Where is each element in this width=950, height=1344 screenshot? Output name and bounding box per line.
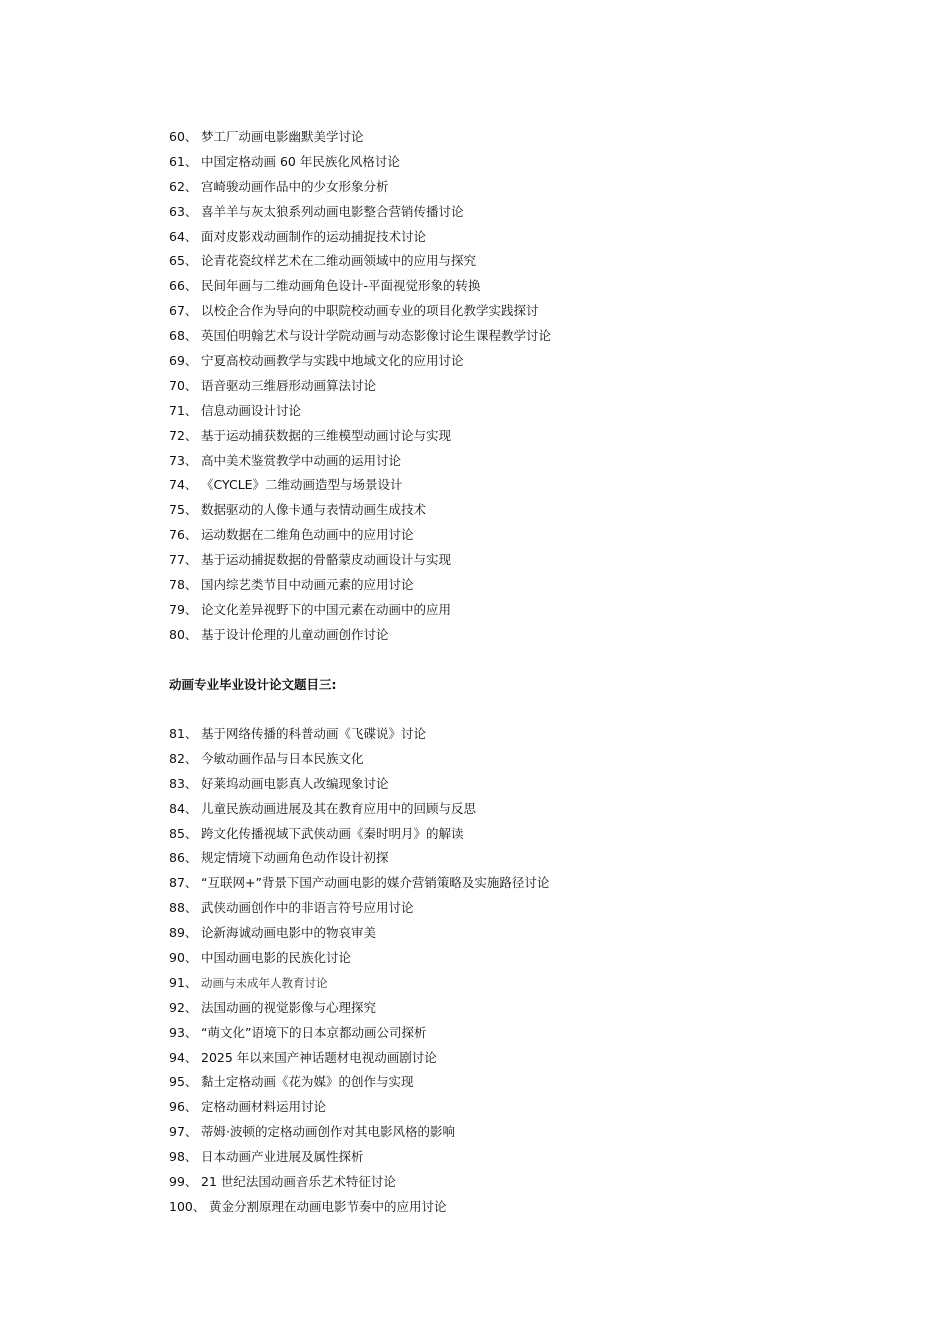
list-item — [169, 1046, 869, 1071]
item-title: 宫崎骏动画作品中的少女形象分析 — [201, 178, 389, 194]
item-number: 98、 — [169, 1149, 198, 1165]
item-title: 黄金分割原理在动画电影节奏中的应用讨论 — [209, 1198, 447, 1214]
list-item — [169, 971, 869, 996]
item-title: 好莱坞动画电影真人改编现象讨论 — [201, 775, 389, 791]
list-item — [169, 225, 869, 250]
item-number: 72、 — [169, 427, 198, 443]
item-title: 今敏动画作品与日本民族文化 — [201, 750, 364, 766]
list-item — [169, 449, 869, 474]
list-item — [169, 249, 869, 274]
item-number: 95、 — [169, 1074, 198, 1090]
item-number: 96、 — [169, 1099, 198, 1115]
list-item — [169, 1021, 869, 1046]
list-item — [169, 498, 869, 523]
item-number: 64、 — [169, 228, 198, 244]
item-number: 97、 — [169, 1124, 198, 1140]
item-number: 94、 — [169, 1049, 198, 1065]
list-item — [169, 846, 869, 871]
list-item — [169, 772, 869, 797]
item-title: 21 世纪法国动画音乐艺术特征讨论 — [201, 1174, 396, 1190]
item-number: 76、 — [169, 527, 198, 543]
item-number: 75、 — [169, 502, 198, 518]
item-number: 100、 — [169, 1198, 206, 1214]
item-title: 中国动画电影的民族化讨论 — [201, 950, 352, 966]
item-title: 信息动画设计讨论 — [201, 402, 302, 418]
item-title: 民间年画与二维动画角色设计-平面视觉形象的转换 — [201, 278, 481, 294]
topic-list-part-three — [169, 722, 869, 1220]
item-number: 92、 — [169, 999, 198, 1015]
list-item — [169, 1095, 869, 1120]
item-title: 动画与未成年人教育讨论 — [201, 975, 328, 990]
item-title: 基于设计伦理的儿童动画创作讨论 — [201, 626, 389, 642]
list-item — [169, 996, 869, 1021]
item-number: 77、 — [169, 552, 198, 568]
item-number: 66、 — [169, 278, 198, 294]
item-title: “互联网+”背景下国产动画电影的媒介营销策略及实施路径讨论 — [201, 875, 550, 891]
item-title: 武侠动画创作中的非语言符号应用讨论 — [201, 900, 414, 916]
list-item — [169, 473, 869, 498]
item-number: 88、 — [169, 900, 198, 916]
item-number: 62、 — [169, 178, 198, 194]
item-title: 规定情境下动画角色动作设计初探 — [201, 850, 389, 866]
item-title: 儿童民族动画进展及其在教育应用中的回顾与反思 — [201, 800, 477, 816]
item-number: 89、 — [169, 925, 198, 941]
item-title: 语音驱动三维唇形动画算法讨论 — [201, 377, 377, 393]
item-title: 论新海诚动画电影中的物哀审美 — [201, 925, 377, 941]
item-title: 法国动画的视觉影像与心理探究 — [201, 999, 377, 1015]
list-item — [169, 871, 869, 896]
item-title: 基于运动捕捉数据的骨骼蒙皮动画设计与实现 — [201, 552, 452, 568]
item-title: 数据驱动的人像卡通与表情动画生成技术 — [201, 502, 427, 518]
item-title: 《CYCLE》二维动画造型与场景设计 — [201, 477, 403, 493]
item-number: 84、 — [169, 800, 198, 816]
list-item — [169, 946, 869, 971]
item-number: 60、 — [169, 129, 198, 144]
list-item — [169, 623, 869, 648]
item-title: 国内综艺类节目中动画元素的应用讨论 — [201, 577, 414, 593]
list-item — [169, 722, 869, 747]
list-item — [169, 349, 869, 374]
item-number: 87、 — [169, 875, 198, 891]
list-item — [169, 573, 869, 598]
list-item — [169, 150, 869, 175]
item-number: 63、 — [169, 203, 198, 219]
list-item — [169, 1145, 869, 1170]
item-number: 86、 — [169, 850, 198, 866]
item-title: 蒂姆·波顿的定格动画创作对其电影风格的影响 — [201, 1124, 455, 1140]
item-title: 英国伯明翰艺术与设计学院动画与动态影像讨论生课程教学讨论 — [201, 328, 552, 344]
item-title: 黏土定格动画《花为媒》的创作与实现 — [201, 1074, 414, 1090]
item-number: 85、 — [169, 825, 198, 841]
item-title: 运动数据在二维角色动画中的应用讨论 — [201, 527, 414, 543]
list-item — [169, 1170, 869, 1195]
list-item — [169, 299, 869, 324]
item-number: 90、 — [169, 950, 198, 966]
item-number: 70、 — [169, 377, 198, 393]
item-title: 基于网络传播的科普动画《飞碟说》讨论 — [201, 726, 427, 741]
item-title: 高中美术鉴赏教学中动画的运用讨论 — [201, 452, 402, 468]
list-item — [169, 200, 869, 225]
item-number: 65、 — [169, 253, 198, 269]
item-number: 93、 — [169, 1024, 198, 1040]
list-item — [169, 1195, 869, 1220]
item-title: 喜羊羊与灰太狼系列动画电影整合营销传播讨论 — [201, 203, 464, 219]
item-title: 以校企合作为导向的中职院校动画专业的项目化教学实践探讨 — [201, 303, 539, 319]
item-title: 梦工厂动画电影幽默美学讨论 — [201, 129, 364, 144]
item-title: 2025 年以来国产神话题材电视动画剧讨论 — [201, 1049, 437, 1065]
list-item — [169, 1070, 869, 1095]
item-title: 基于运动捕获数据的三维模型动画讨论与实现 — [201, 427, 452, 443]
list-item — [169, 548, 869, 573]
item-title: 论青花瓷纹样艺术在二维动画领域中的应用与探究 — [201, 253, 477, 269]
item-number: 82、 — [169, 750, 198, 766]
item-number: 99、 — [169, 1174, 198, 1190]
item-number: 61、 — [169, 153, 198, 169]
list-item — [169, 822, 869, 847]
item-number: 83、 — [169, 775, 198, 791]
list-item — [169, 374, 869, 399]
list-item — [169, 274, 869, 299]
item-number: 68、 — [169, 328, 198, 344]
list-item — [169, 921, 869, 946]
list-item — [169, 399, 869, 424]
item-title: 日本动画产业进展及属性探析 — [201, 1149, 364, 1165]
item-number: 80、 — [169, 626, 198, 642]
item-title: 面对皮影戏动画制作的运动捕捉技术讨论 — [201, 228, 427, 244]
item-number: 79、 — [169, 601, 198, 617]
list-item — [169, 324, 869, 349]
list-item — [169, 424, 869, 449]
item-number: 81、 — [169, 726, 198, 741]
item-number: 69、 — [169, 353, 198, 369]
item-number: 73、 — [169, 452, 198, 468]
list-item — [169, 125, 869, 150]
item-title: 论文化差异视野下的中国元素在动画中的应用 — [201, 601, 452, 617]
item-title: 宁夏高校动画教学与实践中地域文化的应用讨论 — [201, 353, 464, 369]
list-item — [169, 598, 869, 623]
item-number: 67、 — [169, 303, 198, 319]
list-item — [169, 896, 869, 921]
item-number: 71、 — [169, 402, 198, 418]
item-number: 74、 — [169, 477, 198, 493]
list-item — [169, 1120, 869, 1145]
item-number: 78、 — [169, 577, 198, 593]
list-item — [169, 175, 869, 200]
list-item — [169, 747, 869, 772]
section-heading: 动画专业毕业设计论文题目三: — [169, 677, 337, 692]
item-number: 91、 — [169, 974, 198, 990]
item-title: 跨文化传播视域下武侠动画《秦时明月》的解读 — [201, 825, 464, 841]
topic-list-part-two — [169, 125, 869, 648]
item-title: “萌文化”语境下的日本京都动画公司探析 — [201, 1024, 427, 1040]
item-title: 定格动画材料运用讨论 — [201, 1099, 327, 1115]
list-item — [169, 523, 869, 548]
item-title: 中国定格动画 60 年民族化风格讨论 — [201, 153, 400, 169]
list-item — [169, 797, 869, 822]
